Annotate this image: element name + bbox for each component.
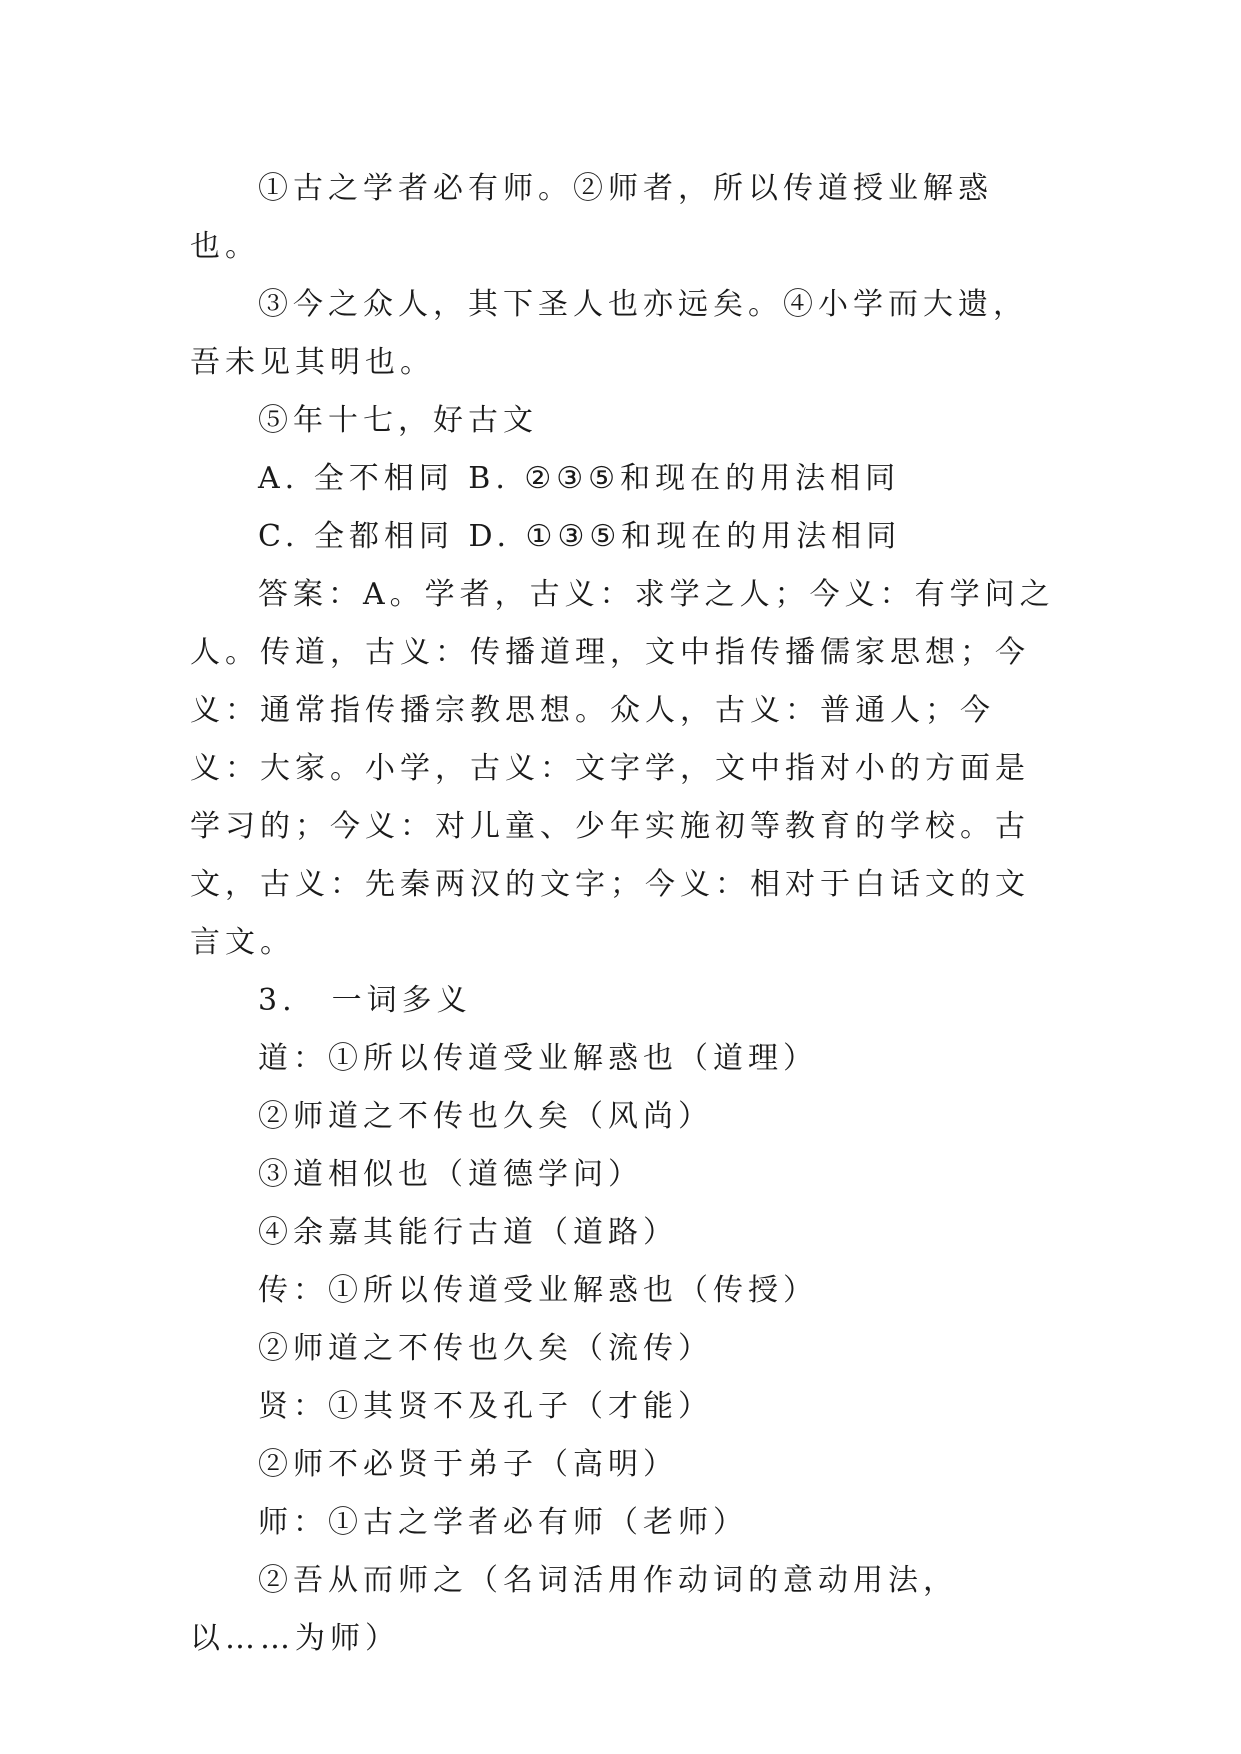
- entry-chuan-1: 传：①所以传道受业解惑也（传授）: [258, 1273, 818, 1308]
- entry-xian-1: 贤：①其贤不及孔子（才能）: [258, 1389, 713, 1424]
- entry-shi-2: ②吾从而师之（名词活用作动词的意动用法，以……为师）: [190, 1563, 958, 1656]
- entry-chuan-2: ②师道之不传也久矣（流传）: [258, 1331, 713, 1366]
- option-c-d: C. 全都相同 D. ①③⑤和现在的用法相同: [258, 519, 902, 554]
- paragraph-2: ③今之众人，其下圣人也亦远矣。④小学而大遗，吾未见其明也。: [190, 287, 1028, 380]
- entry-shi-1: 师：①古之学者必有师（老师）: [258, 1505, 748, 1540]
- entry-dao-4: ④余嘉其能行古道（道路）: [258, 1215, 678, 1250]
- option-a-b: A. 全不相同 B. ②③⑤和现在的用法相同: [258, 461, 901, 496]
- paragraph-1: ①古之学者必有师。②师者，所以传道授业解惑也。: [190, 171, 993, 264]
- entry-dao-2: ②师道之不传也久矣（风尚）: [258, 1099, 713, 1134]
- paragraph-3: ⑤年十七，好古文: [258, 403, 538, 438]
- entry-dao-1: 道：①所以传道受业解惑也（道理）: [258, 1041, 818, 1076]
- answer-paragraph: 答案：A。学者，古义：求学之人；今义：有学问之人。传道，古义：传播道理，文中指传播儒家思想；今义：通常指传播宗教思想。众人，古义：普通人；今义：大家。小学，古义：文字学，文中指对小的方面是学习的；今义：对儿童、少年实施初等教育的学校。古文，古义：先秦两汉的文字；今义：相对于白话文的文言文。: [190, 577, 1055, 960]
- section-heading: 3. 一词多义: [258, 983, 472, 1018]
- entry-xian-2: ②师不必贤于弟子（高明）: [258, 1447, 678, 1482]
- entry-dao-3: ③道相似也（道德学问）: [258, 1157, 643, 1192]
